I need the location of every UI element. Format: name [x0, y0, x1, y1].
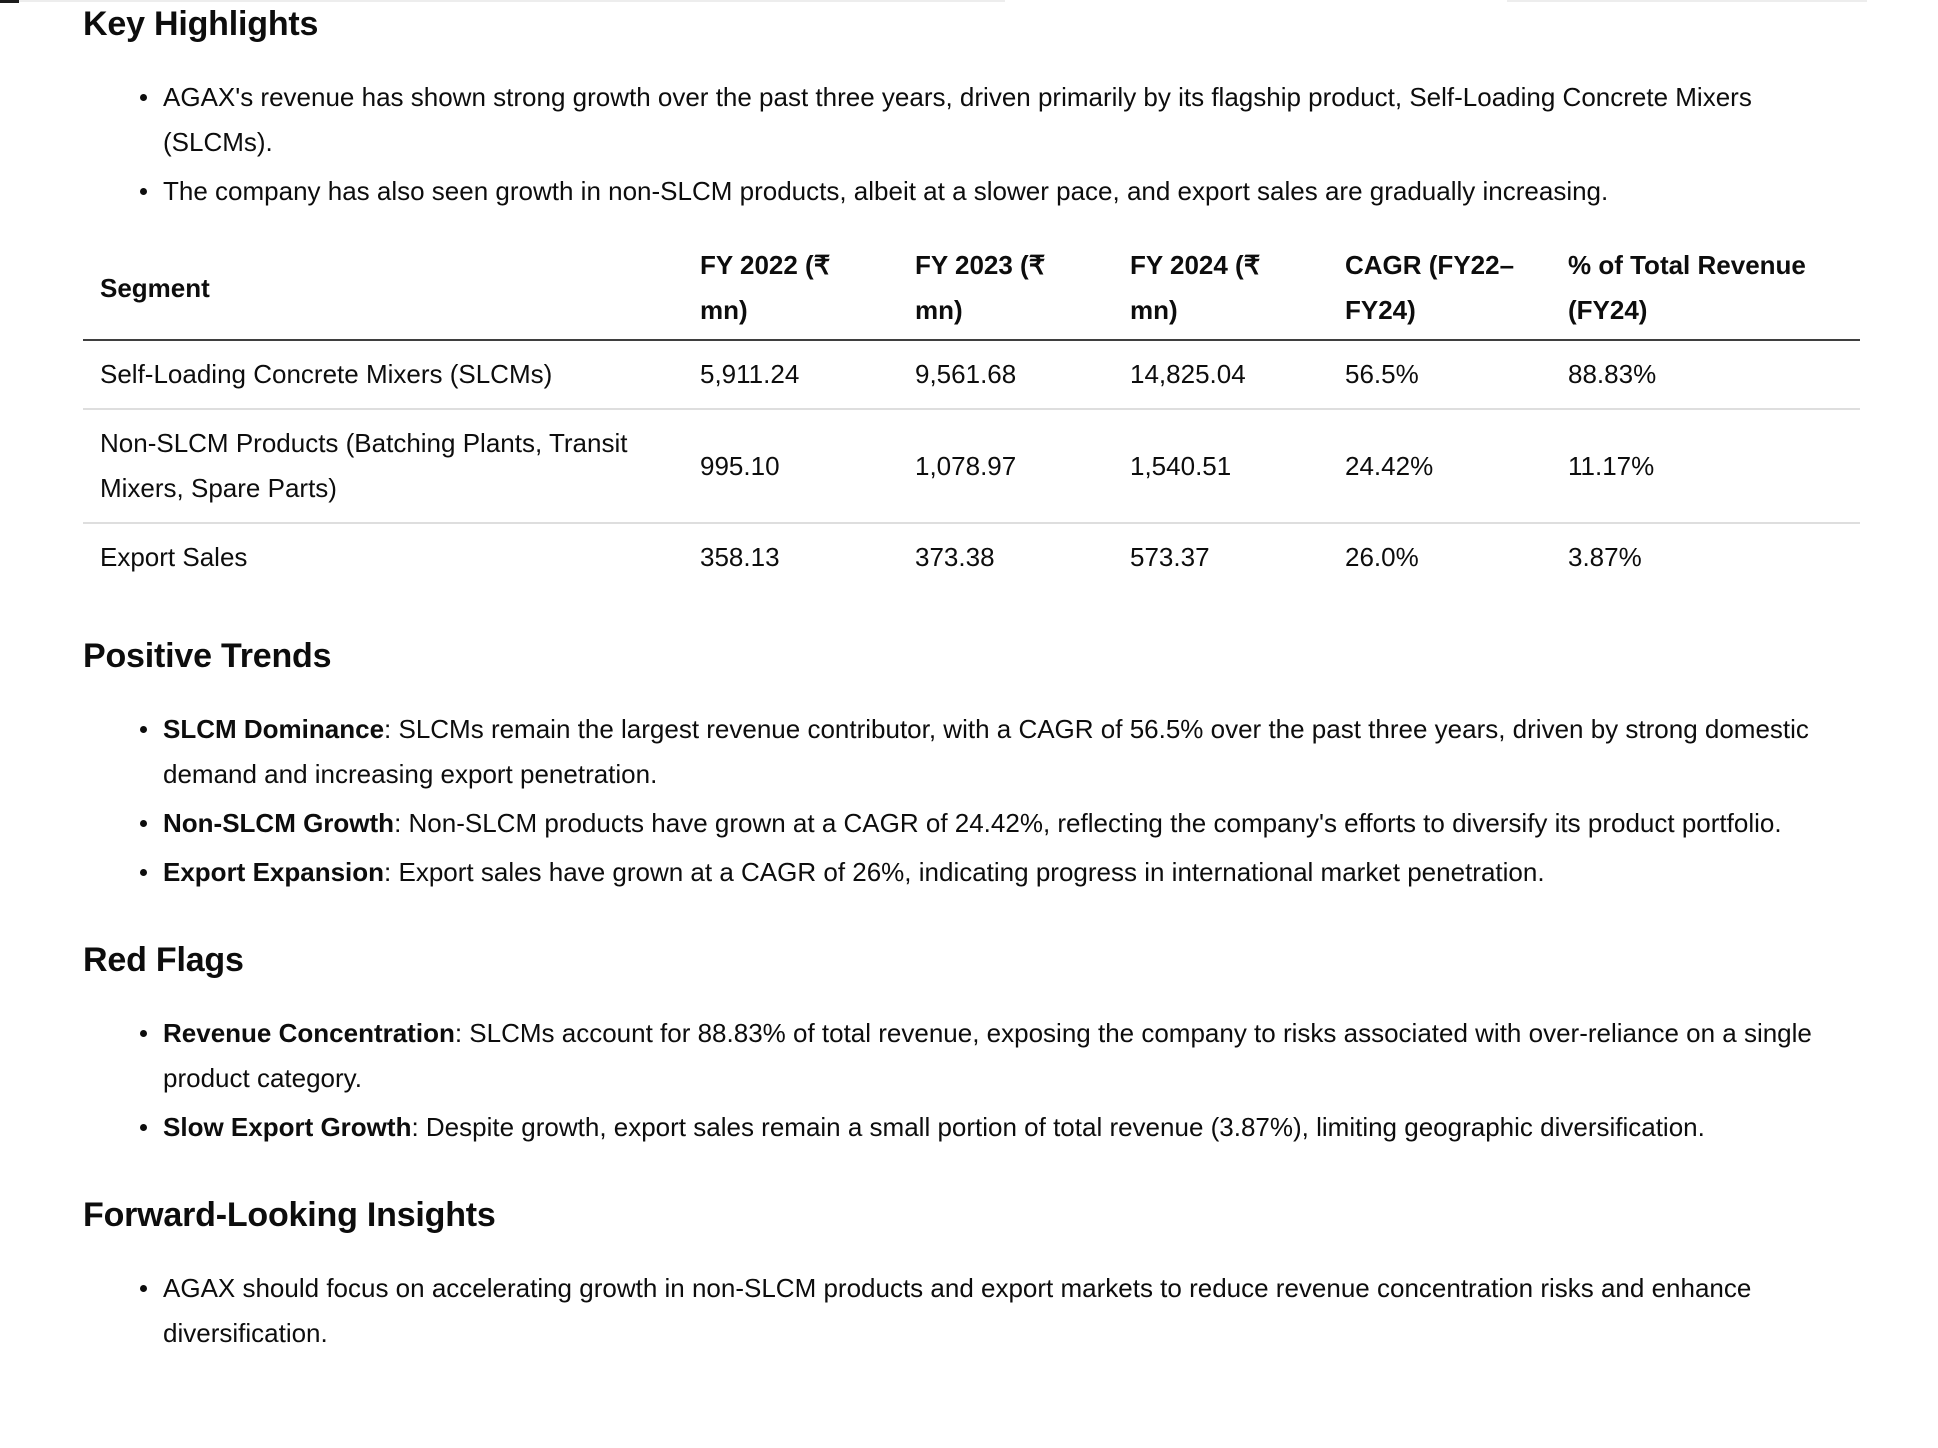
top-edge-artifact-dark: [0, 0, 19, 3]
section-heading-positive-trends: Positive Trends: [83, 637, 332, 675]
list-item: [83, 1011, 1860, 1101]
bullet-text: : Export sales have grown at a CAGR of 26%, indicating progress in international market penetration.: [384, 857, 1545, 887]
cell-cagr: 56.5%: [1345, 359, 1419, 389]
cell-fy2023: 1,078.97: [915, 450, 1017, 481]
list-item: [83, 1266, 1860, 1356]
bullet-text: The company has also seen growth in non-SLCM products, albeit at a slower pace, and export sales are gradually increasing.: [163, 176, 1609, 206]
bullet-text: AGAX should focus on accelerating growth in non-SLCM products and export markets to reduce revenue concentration risks and enhance diversification.: [163, 1273, 1752, 1348]
bullet-text: : Despite growth, export sales remain a small portion of total revenue (3.87%), limiting geographic diversification.: [411, 1112, 1705, 1142]
bullet-lead: Export Expansion: [163, 857, 385, 887]
column-header-cagr: CAGR (FY22–FY24): [1345, 250, 1515, 325]
column-header-segment: Segment: [100, 272, 210, 303]
section-heading-red-flags: Red Flags: [83, 941, 244, 979]
cell-segment: Export Sales: [100, 542, 248, 572]
list-item: [83, 801, 1860, 846]
cell-fy2024: 14,825.04: [1130, 359, 1246, 389]
bullet-text: AGAX's revenue has shown strong growth over the past three years, driven primarily by its flagship product, Self-Loading Concrete Mixers (SLCMs).: [163, 82, 1752, 157]
cell-cagr: 26.0%: [1345, 542, 1419, 572]
cell-pct-total: 88.83%: [1568, 359, 1657, 389]
cell-cagr: 24.42%: [1345, 450, 1434, 481]
section-heading-key-highlights: Key Highlights: [83, 5, 319, 43]
red-flags-list: [83, 1011, 1860, 1150]
list-item: [83, 707, 1860, 797]
list-item: [83, 850, 1860, 895]
cell-fy2023: 9,561.68: [915, 359, 1017, 389]
cell-fy2024: 573.37: [1130, 542, 1210, 572]
list-item: [83, 169, 1860, 214]
table-header-row: [83, 241, 1860, 340]
cell-fy2023: 373.38: [915, 542, 995, 572]
positive-trends-list: [83, 707, 1860, 895]
bullet-text: : SLCMs account for 88.83% of total revenue, exposing the company to risks associated with over-reliance on a single product category.: [163, 1018, 1812, 1093]
section-heading-forward-looking: Forward-Looking Insights: [83, 1196, 496, 1234]
cell-pct-total: 11.17%: [1568, 450, 1655, 481]
table-row: [83, 409, 1860, 523]
segment-revenue-table: [83, 241, 1860, 591]
bullet-lead: Revenue Concentration: [163, 1018, 455, 1048]
cell-fy2022: 5,911.24: [700, 359, 800, 389]
bullet-lead: SLCM Dominance: [163, 714, 385, 744]
bullet-text: : SLCMs remain the largest revenue contributor, with a CAGR of 56.5% over the past three years, driven by strong domestic demand and increasing export penetration.: [163, 714, 1809, 789]
cell-fy2022: 995.10: [700, 450, 780, 481]
list-item: [83, 75, 1860, 165]
forward-looking-list: [83, 1266, 1860, 1356]
bullet-lead: Slow Export Growth: [163, 1112, 412, 1142]
column-header-fy2023: FY 2023 (₹ mn): [915, 250, 1046, 325]
cell-fy2024: 1,540.51: [1130, 450, 1232, 481]
table-row: [83, 523, 1860, 591]
cell-fy2022: 358.13: [700, 542, 780, 572]
cell-segment: Self-Loading Concrete Mixers (SLCMs): [100, 359, 553, 389]
bullet-lead: Non-SLCM Growth: [163, 808, 395, 838]
column-header-fy2022: FY 2022 (₹ mn): [700, 250, 831, 325]
cell-pct-total: 3.87%: [1568, 542, 1642, 572]
table-row: [83, 340, 1860, 409]
cell-segment: Non-SLCM Products (Batching Plants, Transit Mixers, Spare Parts): [100, 428, 628, 503]
bullet-text: : Non-SLCM products have grown at a CAGR of 24.42%, reflecting the company's efforts to diversify its product portfolio.: [394, 808, 1782, 838]
top-edge-artifact-left: [0, 0, 1005, 2]
column-header-pct-total: % of Total Revenue (FY24): [1568, 250, 1806, 325]
list-item: [83, 1105, 1860, 1150]
column-header-fy2024: FY 2024 (₹ mn): [1130, 250, 1261, 325]
top-edge-artifact-right: [1507, 0, 1867, 2]
key-highlights-list: [83, 75, 1860, 214]
